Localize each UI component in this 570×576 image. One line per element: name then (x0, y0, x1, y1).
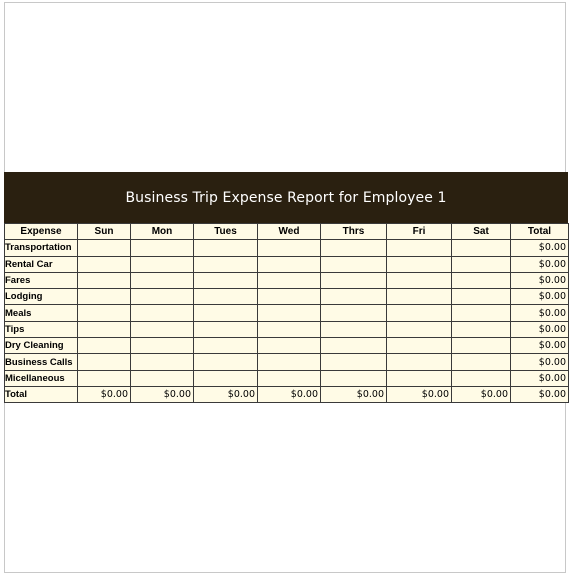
fri-cell[interactable] (387, 256, 452, 272)
header-expense: Expense (5, 224, 78, 240)
header-sat: Sat (452, 224, 511, 240)
header-wed: Wed (258, 224, 321, 240)
wed-cell[interactable] (258, 354, 321, 370)
mon-cell[interactable] (131, 240, 194, 256)
wed-cell[interactable] (258, 289, 321, 305)
wed-cell[interactable] (258, 321, 321, 337)
sat-cell[interactable] (452, 321, 511, 337)
total-sat: $0.00 (452, 386, 511, 402)
thrs-cell[interactable] (321, 240, 387, 256)
thrs-cell[interactable] (321, 321, 387, 337)
table-row (5, 256, 569, 272)
mon-cell[interactable] (131, 256, 194, 272)
table-row (5, 272, 569, 288)
total-mon: $0.00 (131, 386, 194, 402)
table-row (5, 321, 569, 337)
mon-cell[interactable] (131, 338, 194, 354)
sun-cell[interactable] (78, 370, 131, 386)
row-label-business-calls: Business Calls (5, 354, 78, 370)
sat-cell[interactable] (452, 305, 511, 321)
row-total: $0.00 (511, 256, 569, 272)
row-label-micellaneous: Micellaneous (5, 370, 78, 386)
fri-cell[interactable] (387, 240, 452, 256)
row-label-transportation: Transportation (5, 240, 78, 256)
thrs-cell[interactable] (321, 354, 387, 370)
report-title: Business Trip Expense Report for Employee 1 (4, 172, 568, 223)
sun-cell[interactable] (78, 256, 131, 272)
wed-cell[interactable] (258, 338, 321, 354)
tues-cell[interactable] (194, 240, 258, 256)
header-sun: Sun (78, 224, 131, 240)
sat-cell[interactable] (452, 240, 511, 256)
fri-cell[interactable] (387, 338, 452, 354)
wed-cell[interactable] (258, 256, 321, 272)
sun-cell[interactable] (78, 321, 131, 337)
header-mon: Mon (131, 224, 194, 240)
table-row (5, 289, 569, 305)
tues-cell[interactable] (194, 338, 258, 354)
table-row (5, 354, 569, 370)
tues-cell[interactable] (194, 305, 258, 321)
mon-cell[interactable] (131, 305, 194, 321)
tues-cell[interactable] (194, 289, 258, 305)
header-row (5, 224, 569, 240)
header-total: Total (511, 224, 569, 240)
grand-total: $0.00 (511, 386, 569, 402)
sat-cell[interactable] (452, 354, 511, 370)
row-label-dry-cleaning: Dry Cleaning (5, 338, 78, 354)
wed-cell[interactable] (258, 370, 321, 386)
mon-cell[interactable] (131, 321, 194, 337)
tues-cell[interactable] (194, 370, 258, 386)
thrs-cell[interactable] (321, 289, 387, 305)
header-tues: Tues (194, 224, 258, 240)
row-label-lodging: Lodging (5, 289, 78, 305)
row-label-tips: Tips (5, 321, 78, 337)
wed-cell[interactable] (258, 272, 321, 288)
fri-cell[interactable] (387, 354, 452, 370)
tues-cell[interactable] (194, 321, 258, 337)
fri-cell[interactable] (387, 272, 452, 288)
row-total: $0.00 (511, 289, 569, 305)
sat-cell[interactable] (452, 272, 511, 288)
sun-cell[interactable] (78, 240, 131, 256)
expense-table (4, 223, 569, 403)
fri-cell[interactable] (387, 370, 452, 386)
sat-cell[interactable] (452, 289, 511, 305)
total-thrs: $0.00 (321, 386, 387, 402)
thrs-cell[interactable] (321, 256, 387, 272)
table-row (5, 305, 569, 321)
sat-cell[interactable] (452, 256, 511, 272)
row-label-fares: Fares (5, 272, 78, 288)
sat-cell[interactable] (452, 370, 511, 386)
table-row (5, 370, 569, 386)
row-total: $0.00 (511, 338, 569, 354)
fri-cell[interactable] (387, 321, 452, 337)
thrs-cell[interactable] (321, 305, 387, 321)
sun-cell[interactable] (78, 338, 131, 354)
header-fri: Fri (387, 224, 452, 240)
tues-cell[interactable] (194, 256, 258, 272)
header-thrs: Thrs (321, 224, 387, 240)
total-sun: $0.00 (78, 386, 131, 402)
total-tues: $0.00 (194, 386, 258, 402)
mon-cell[interactable] (131, 272, 194, 288)
sun-cell[interactable] (78, 272, 131, 288)
row-total: $0.00 (511, 240, 569, 256)
thrs-cell[interactable] (321, 272, 387, 288)
row-total: $0.00 (511, 305, 569, 321)
sun-cell[interactable] (78, 354, 131, 370)
fri-cell[interactable] (387, 305, 452, 321)
sun-cell[interactable] (78, 289, 131, 305)
row-total: $0.00 (511, 272, 569, 288)
fri-cell[interactable] (387, 289, 452, 305)
tues-cell[interactable] (194, 272, 258, 288)
mon-cell[interactable] (131, 289, 194, 305)
row-total: $0.00 (511, 321, 569, 337)
thrs-cell[interactable] (321, 338, 387, 354)
total-fri: $0.00 (387, 386, 452, 402)
table-row (5, 338, 569, 354)
mon-cell[interactable] (131, 354, 194, 370)
wed-cell[interactable] (258, 240, 321, 256)
row-label-meals: Meals (5, 305, 78, 321)
table-row (5, 240, 569, 256)
thrs-cell[interactable] (321, 370, 387, 386)
row-label-rental-car: Rental Car (5, 256, 78, 272)
wed-cell[interactable] (258, 305, 321, 321)
sat-cell[interactable] (452, 338, 511, 354)
total-wed: $0.00 (258, 386, 321, 402)
row-total: $0.00 (511, 370, 569, 386)
row-total: $0.00 (511, 354, 569, 370)
tues-cell[interactable] (194, 354, 258, 370)
mon-cell[interactable] (131, 370, 194, 386)
expense-report (4, 172, 568, 403)
sun-cell[interactable] (78, 305, 131, 321)
total-row (5, 386, 569, 402)
total-label: Total (5, 386, 78, 402)
